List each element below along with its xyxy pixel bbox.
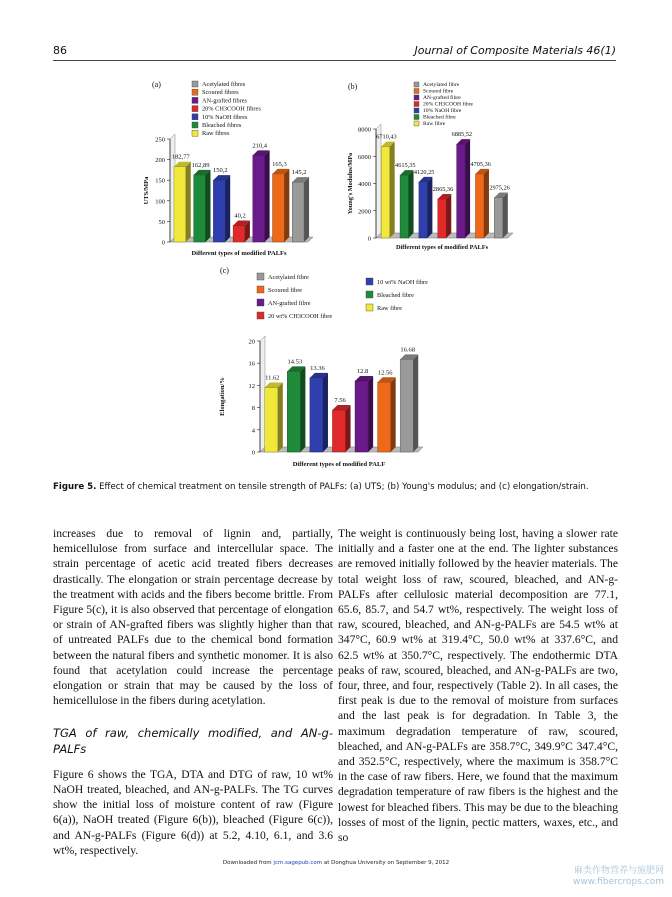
y-tick-label: 0 bbox=[367, 235, 371, 243]
legend-swatch bbox=[257, 273, 264, 280]
legend-swatch bbox=[414, 108, 419, 113]
bar bbox=[419, 182, 427, 238]
bar bbox=[355, 381, 368, 452]
bar-data-label: 4615,35 bbox=[395, 162, 416, 170]
chart-elongation bbox=[212, 262, 442, 472]
watermark-line-1: 麻类作物营养与施肥网 bbox=[573, 866, 664, 876]
y-axis-label: Elongation/% bbox=[219, 377, 226, 416]
watermark-line-2: www.fibercrops.com bbox=[573, 877, 664, 887]
legend-entry: Acetylated fibre bbox=[423, 82, 460, 88]
bar bbox=[457, 144, 465, 238]
bar-data-label: 182,77 bbox=[171, 153, 190, 161]
legend-entry: AN-grafted fibres bbox=[202, 97, 247, 105]
legend-entry: AN-grafted fibre bbox=[268, 300, 311, 307]
bar-side bbox=[465, 139, 470, 238]
y-tick-label: 150 bbox=[155, 177, 165, 185]
legend-entry: Raw fibres bbox=[202, 130, 230, 138]
legend-swatch bbox=[192, 114, 198, 120]
bar bbox=[381, 147, 389, 238]
bar bbox=[494, 197, 502, 238]
legend-entry: Scoured fibres bbox=[202, 89, 239, 97]
bar-data-label: 14.53 bbox=[287, 358, 303, 366]
legend-swatch bbox=[366, 304, 373, 311]
y-tick-label: 6000 bbox=[358, 153, 371, 161]
bar-side bbox=[186, 162, 191, 242]
x-axis-label: Different types of modified PALFs bbox=[191, 250, 287, 257]
bar bbox=[292, 182, 304, 242]
bar bbox=[213, 180, 225, 242]
bar bbox=[332, 410, 345, 452]
bar-side bbox=[413, 354, 418, 452]
legend-entry: 20% CH3COOH fibre bbox=[423, 101, 474, 108]
y-axis-label: UTS/MPa bbox=[143, 176, 150, 205]
legend-swatch bbox=[192, 122, 198, 128]
bar-side bbox=[278, 383, 283, 452]
figure-caption bbox=[53, 481, 616, 493]
bar-data-label: 2865,36 bbox=[432, 185, 454, 193]
bar-data-label: 165,3 bbox=[272, 160, 287, 168]
bar bbox=[378, 382, 391, 452]
bar-data-label: 4120,25 bbox=[413, 168, 435, 176]
legend-entry: Bleached fibres bbox=[202, 122, 242, 129]
bar-side bbox=[304, 177, 309, 242]
bar-side bbox=[225, 175, 230, 242]
bar-data-label: 12.56 bbox=[377, 369, 393, 377]
bar-side bbox=[446, 194, 451, 238]
bar-data-label: 2975,26 bbox=[489, 184, 510, 192]
y-tick-label: 100 bbox=[155, 198, 165, 206]
bar-data-label: 11.62 bbox=[265, 374, 280, 382]
panel-label: (b) bbox=[348, 82, 358, 91]
bar-data-label: 145,2 bbox=[291, 169, 307, 177]
legend-swatch bbox=[366, 278, 373, 285]
bar bbox=[400, 359, 413, 452]
bar-side bbox=[427, 177, 432, 238]
chart-side-wall bbox=[260, 336, 265, 452]
legend-entry: 20 wt% CH3COOH fibre bbox=[268, 313, 333, 320]
bar-side bbox=[391, 377, 396, 452]
panel-label: (c) bbox=[220, 266, 229, 275]
legend-entry: Acetylated fibre bbox=[268, 274, 309, 281]
bar-data-label: 210,4 bbox=[252, 142, 268, 150]
x-axis-label: Different types of modified PALFs bbox=[395, 244, 489, 251]
caption-text: Effect of chemical treatment on tensile strength of PALFs: (a) UTS; (b) Young's modulus; and (c) elongation/strain. bbox=[99, 482, 589, 492]
footer-link[interactable]: jcm.sagepub.com bbox=[273, 860, 323, 866]
y-tick-label: 2000 bbox=[358, 208, 371, 216]
y-tick-label: 50 bbox=[158, 218, 165, 226]
y-tick-label: 8 bbox=[251, 405, 255, 413]
watermark bbox=[573, 866, 664, 888]
legend-entry: 10 wt% NaOH fibre bbox=[377, 279, 428, 286]
y-axis-label: Young's Modulus/MPa bbox=[347, 152, 354, 215]
bar-data-label: 40,2 bbox=[234, 212, 246, 220]
legend-swatch bbox=[192, 81, 198, 87]
section-heading: TGA of raw, chemically modified, and AN-g-PALFs bbox=[53, 726, 333, 756]
bar-data-label: 162,89 bbox=[191, 161, 210, 169]
legend-entry: Scoured fibre bbox=[268, 287, 303, 294]
x-axis-label: Different types of modified PALF bbox=[292, 461, 386, 468]
bar-side bbox=[503, 192, 508, 238]
bar bbox=[475, 174, 483, 238]
y-tick-label: 12 bbox=[248, 382, 255, 390]
y-tick-label: 0 bbox=[161, 239, 165, 247]
y-tick-label: 4000 bbox=[358, 181, 371, 188]
bar-data-label: 7.56 bbox=[334, 397, 346, 405]
bar-side bbox=[409, 170, 414, 238]
legend-swatch bbox=[414, 82, 419, 87]
bar-side bbox=[346, 405, 351, 452]
legend-swatch bbox=[192, 89, 198, 95]
bar bbox=[174, 167, 186, 242]
bar-data-label: 6885,52 bbox=[451, 131, 473, 139]
footer-suffix: at Donghua University on September 9, 2012 bbox=[322, 860, 450, 866]
bar bbox=[194, 175, 206, 242]
legend-swatch bbox=[366, 291, 373, 298]
page-number: 86 bbox=[53, 44, 67, 57]
bar-data-label: 13.36 bbox=[310, 364, 325, 372]
legend-entry: 10% NaOH fibre bbox=[423, 108, 462, 114]
bar-side bbox=[265, 150, 270, 242]
legend-swatch bbox=[414, 102, 419, 107]
bar-data-label: 12.8 bbox=[356, 367, 369, 375]
bar bbox=[438, 199, 446, 238]
y-tick-label: 8000 bbox=[358, 126, 371, 134]
legend-entry: Scoured fibre bbox=[423, 88, 454, 95]
bar bbox=[233, 225, 245, 242]
legend-swatch bbox=[192, 106, 198, 112]
right-column bbox=[338, 526, 618, 845]
bar-side bbox=[484, 169, 489, 238]
legend-swatch bbox=[257, 299, 264, 306]
legend-entry: Bleached fibre bbox=[423, 114, 456, 121]
y-tick-label: 16 bbox=[248, 360, 255, 368]
bar-side bbox=[368, 376, 373, 452]
header-rule bbox=[53, 60, 616, 61]
y-tick-label: 0 bbox=[251, 449, 255, 457]
y-tick-label: 4 bbox=[251, 427, 255, 435]
y-tick-label: 250 bbox=[155, 136, 165, 144]
legend-entry: Raw fibre bbox=[377, 305, 403, 312]
paragraph-left-1: increases due to removal of lignin and, partially, hemicellulose from surface and intercellular space. The strain percentage of acetic acid treated fibers decreases drastically. The elongation or strain percentage decrease by the treatment with acids and the fibers become brittle. From Figure 5(c), it is also observed that percentage of elongation or strain of AN-grafted fibers was slightly higher than that of untreated PALFs due to the chemical bond formation between the natural fibers and synthetic monomer. It is also found that acetylation could increase the percentage elongation or strain that may be caused by the loss of hemicellulose in the fibers during acetylation. bbox=[53, 527, 333, 708]
bar-side bbox=[205, 170, 210, 242]
legend-entry: Bleached fibre bbox=[377, 292, 414, 299]
legend-entry: 10% NaOH fibres bbox=[202, 113, 248, 121]
legend-swatch bbox=[192, 130, 198, 136]
panel-label: (a) bbox=[152, 80, 161, 89]
bar-side bbox=[300, 366, 305, 452]
legend-swatch bbox=[414, 89, 419, 94]
chart-side-wall bbox=[376, 124, 381, 238]
chart-youngs-modulus bbox=[340, 72, 530, 262]
bar bbox=[400, 175, 408, 238]
legend-entry: 20% CH3COOH fibres bbox=[202, 105, 261, 113]
caption-label: Figure 5. bbox=[53, 482, 97, 492]
bar bbox=[253, 155, 265, 242]
bar-side bbox=[284, 169, 289, 242]
paragraph-right-1: The weight is continuously being lost, having a slower rate initially and a faster one at the end. The lighter substances are removed initially followed by the heavier materials. The total weight loss of raw, scoured, bleached, and AN-g-PALFs after cellulosic material decomposition are 77.1, 65.6, 85.7, and 54.7 wt%, respectively. The weight loss of raw, scoured, bleached, and AN-g-PALFs are 54.5 wt% at 347°C, 60.9 wt% at 319.4°C, 50.0 wt% at 337.6°C, and 62.5 wt% at 350.7°C, respectively. The endothermic DTA peaks of raw, scoured, bleached, and AN-g-PALFs are two, four, three, and four, respectively (Table 2). In all cases, the first peak is due to the removal of moisture from surfaces and the last peak is for degradation. In Table 3, the maximum degradation temperature of raw, scoured, bleached, and AN-g-PALFs are 358.7°C, 349.9°C 347.4°C, and 352.5°C, respectively, where the maximum is 358.7°C in the case of raw fibers. Here, we found that the maximum degradation temperature of raw fibers is the highest and the lowest for bleached fibers. This may be due to the bleaching losses of most of the lignin, pectic matters, waxes, etc., and so bbox=[338, 527, 618, 845]
download-footer bbox=[0, 860, 672, 866]
chart-uts bbox=[140, 72, 340, 272]
bar bbox=[287, 371, 300, 452]
paragraph-left-2: Figure 6 shows the TGA, DTA and DTG of raw, 10 wt% NaOH treated, bleached, and AN-g-PALFs. The TG curves show the initial loss of moisture content of raw (Figure 6(a)), NaOH treated (Figure 6(b)), bleached (Figure 6(c)), and AN-g-PALFs (Figure 6(d)) at 5.2, 4.10, 6.1, and 3.6 wt%, respectively. bbox=[53, 767, 333, 857]
bar-data-label: 16.68 bbox=[400, 346, 416, 354]
legend-swatch bbox=[414, 115, 419, 120]
journal-title: Journal of Composite Materials 46(1) bbox=[414, 44, 616, 57]
footer-prefix: Downloaded from bbox=[222, 860, 274, 866]
legend-swatch bbox=[414, 121, 419, 126]
legend-entry: Acetylated fibres bbox=[202, 81, 246, 88]
bar bbox=[310, 378, 323, 452]
left-column bbox=[53, 526, 333, 858]
y-tick-label: 20 bbox=[248, 338, 255, 346]
legend-entry: AN-grafted fibre bbox=[423, 95, 461, 101]
legend-swatch bbox=[414, 95, 419, 100]
bar-data-label: 4705,36 bbox=[470, 160, 491, 168]
bar-data-label: 150,2 bbox=[212, 167, 228, 175]
bar bbox=[273, 174, 285, 242]
y-tick-label: 200 bbox=[155, 157, 165, 165]
bar bbox=[265, 388, 278, 452]
bar-side bbox=[390, 142, 395, 238]
bar-data-label: 6710,43 bbox=[376, 133, 397, 141]
legend-swatch bbox=[257, 312, 264, 319]
bar-side bbox=[323, 373, 328, 452]
legend-entry: Raw fibre bbox=[423, 121, 446, 127]
legend-swatch bbox=[257, 286, 264, 293]
legend-swatch bbox=[192, 97, 198, 103]
